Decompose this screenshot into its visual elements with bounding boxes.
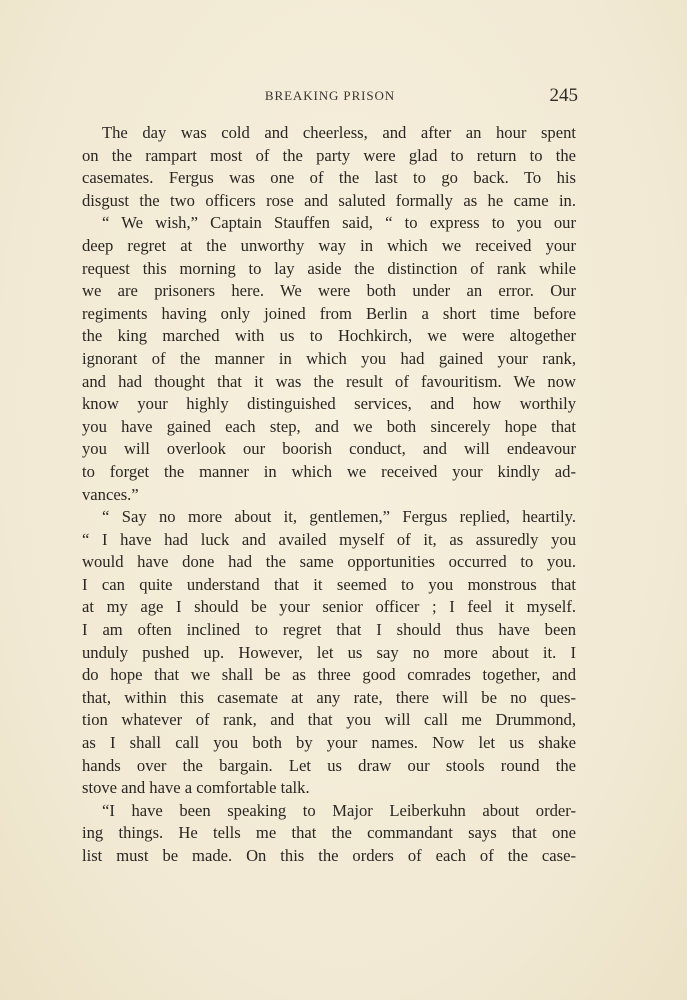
text-line: casemates. Fergus was one of the last to go back. To his <box>82 168 576 188</box>
text-line: request this morning to lay aside the distinction of rank while <box>82 258 576 278</box>
text-line: “I have been speaking to Major Leiberkuhn about order- <box>102 800 576 820</box>
text-line: that, within this casemate at any rate, there will be no ques- <box>82 687 576 707</box>
body-text <box>82 122 576 868</box>
text-line: would have done had the same opportunities occurred to you. <box>82 552 576 572</box>
text-line: the king marched with us to Hochkirch, we were altogether <box>82 326 576 346</box>
text-line: deep regret at the unworthy way in which we received your <box>82 235 576 255</box>
text-line: stove and have a comfortable talk. <box>82 778 310 798</box>
text-line: and had thought that it was the result of favouritism. We now <box>82 371 576 391</box>
text-line: “ I have had luck and availed myself of it, as assuredly you <box>82 529 576 549</box>
text-line: at my age I should be your senior officer ; I feel it myself. <box>82 597 576 617</box>
text-line: disgust the two officers rose and saluted formally as he came in. <box>82 190 576 210</box>
text-line: tion whatever of rank, and that you will call me Drummond, <box>82 710 576 730</box>
text-line: “ We wish,” Captain Stauffen said, “ to express to you our <box>102 213 576 233</box>
text-line: on the rampart most of the party were glad to return to the <box>82 145 576 165</box>
text-line: do hope that we shall be as three good comrades together, and <box>82 665 576 685</box>
text-line: list must be made. On this the orders of each of the case- <box>82 846 576 865</box>
text-line: we are prisoners here. We were both under an error. Our <box>82 281 576 301</box>
text-line: ing things. He tells me that the commandant says that one <box>82 823 576 843</box>
text-line: to forget the manner in which we received your kindly ad- <box>82 461 576 481</box>
text-line: I can quite understand that it seemed to you monstrous that <box>82 574 576 594</box>
text-line: I am often inclined to regret that I should thus have been <box>82 620 576 640</box>
text-line: The day was cold and cheerless, and after an hour spent <box>102 123 576 142</box>
text-line: regiments having only joined from Berlin a short time before <box>82 303 576 323</box>
text-line: you have gained each step, and we both sincerely hope that <box>82 416 576 436</box>
text-line: “ Say no more about it, gentlemen,” Fergus replied, heartily. <box>102 507 576 527</box>
text-line: know your highly distinguished services, and how worthily <box>82 394 576 414</box>
running-head: BREAKING PRISON <box>264 88 396 103</box>
text-line: ignorant of the manner in which you had gained your rank, <box>82 348 576 368</box>
text-line: you will overlook our boorish conduct, and will endeavour <box>82 439 576 459</box>
text-line: as I shall call you both by your names. Now let us shake <box>82 733 576 753</box>
text-line: hands over the bargain. Let us draw our stools round the <box>82 755 576 775</box>
page-number: 245 <box>549 85 578 106</box>
page-header <box>82 86 578 108</box>
text-line: unduly pushed up. However, let us say no more about it. I <box>82 642 576 662</box>
text-line: vances.” <box>82 484 139 504</box>
